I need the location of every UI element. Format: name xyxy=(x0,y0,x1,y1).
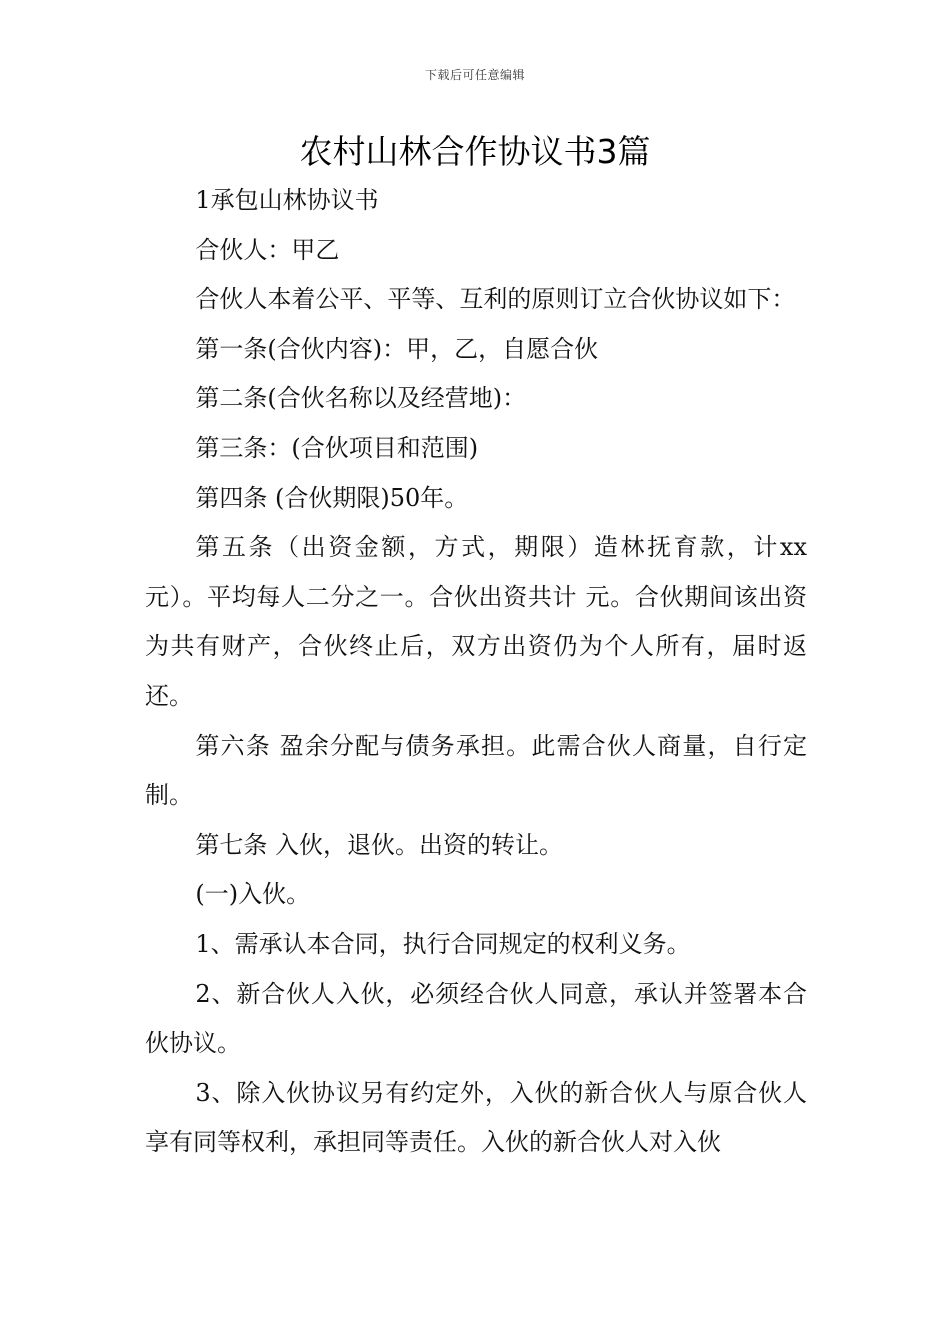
paragraph: (一)入伙。 xyxy=(195,880,311,909)
paragraph: 第七条 入伙，退伙。出资的转让。 xyxy=(195,830,564,859)
paragraph: 1承包山林协议书 xyxy=(195,186,379,214)
paragraph: 合伙人：甲乙 xyxy=(195,235,340,264)
paragraph: 1、需承认本合同，执行合同规定的权利义务。 xyxy=(195,929,691,958)
paragraph: 第三条：(合伙项目和范围) xyxy=(195,433,479,462)
paragraph: 2、新合伙人入伙，必须经合伙人同意，承认并签署本合伙协议。 xyxy=(145,979,807,1058)
paragraph: 第一条(合伙内容)：甲，乙，自愿合伙 xyxy=(195,334,599,363)
paragraph: 3、除入伙协议另有约定外，入伙的新合伙人与原合伙人享有同等权利，承担同等责任。入伙的新合伙人对入伙 xyxy=(145,1078,807,1157)
paragraph: 合伙人本着公平、平等、互利的原则订立合伙协议如下： xyxy=(195,285,796,314)
paragraph: 第五条（出资金额，方式，期限）造林抚育款，计xx元）。平均每人二分之一。合伙出资共计 元。合伙期间该出资为共有财产，合伙终止后，双方出资仍为个人所有，届时返还。 xyxy=(145,533,807,710)
document-body xyxy=(145,176,807,1168)
paragraph: 第二条(合伙名称以及经营地)： xyxy=(195,384,527,413)
paragraph: 第六条 盈余分配与债务承担。此需合伙人商量，自行定制。 xyxy=(145,731,807,810)
header-note: 下载后可任意编辑 xyxy=(424,68,525,82)
document-title: 农村山林合作协议书3篇 xyxy=(299,132,651,171)
paragraph: 第四条 (合伙期限)50年。 xyxy=(195,483,469,512)
